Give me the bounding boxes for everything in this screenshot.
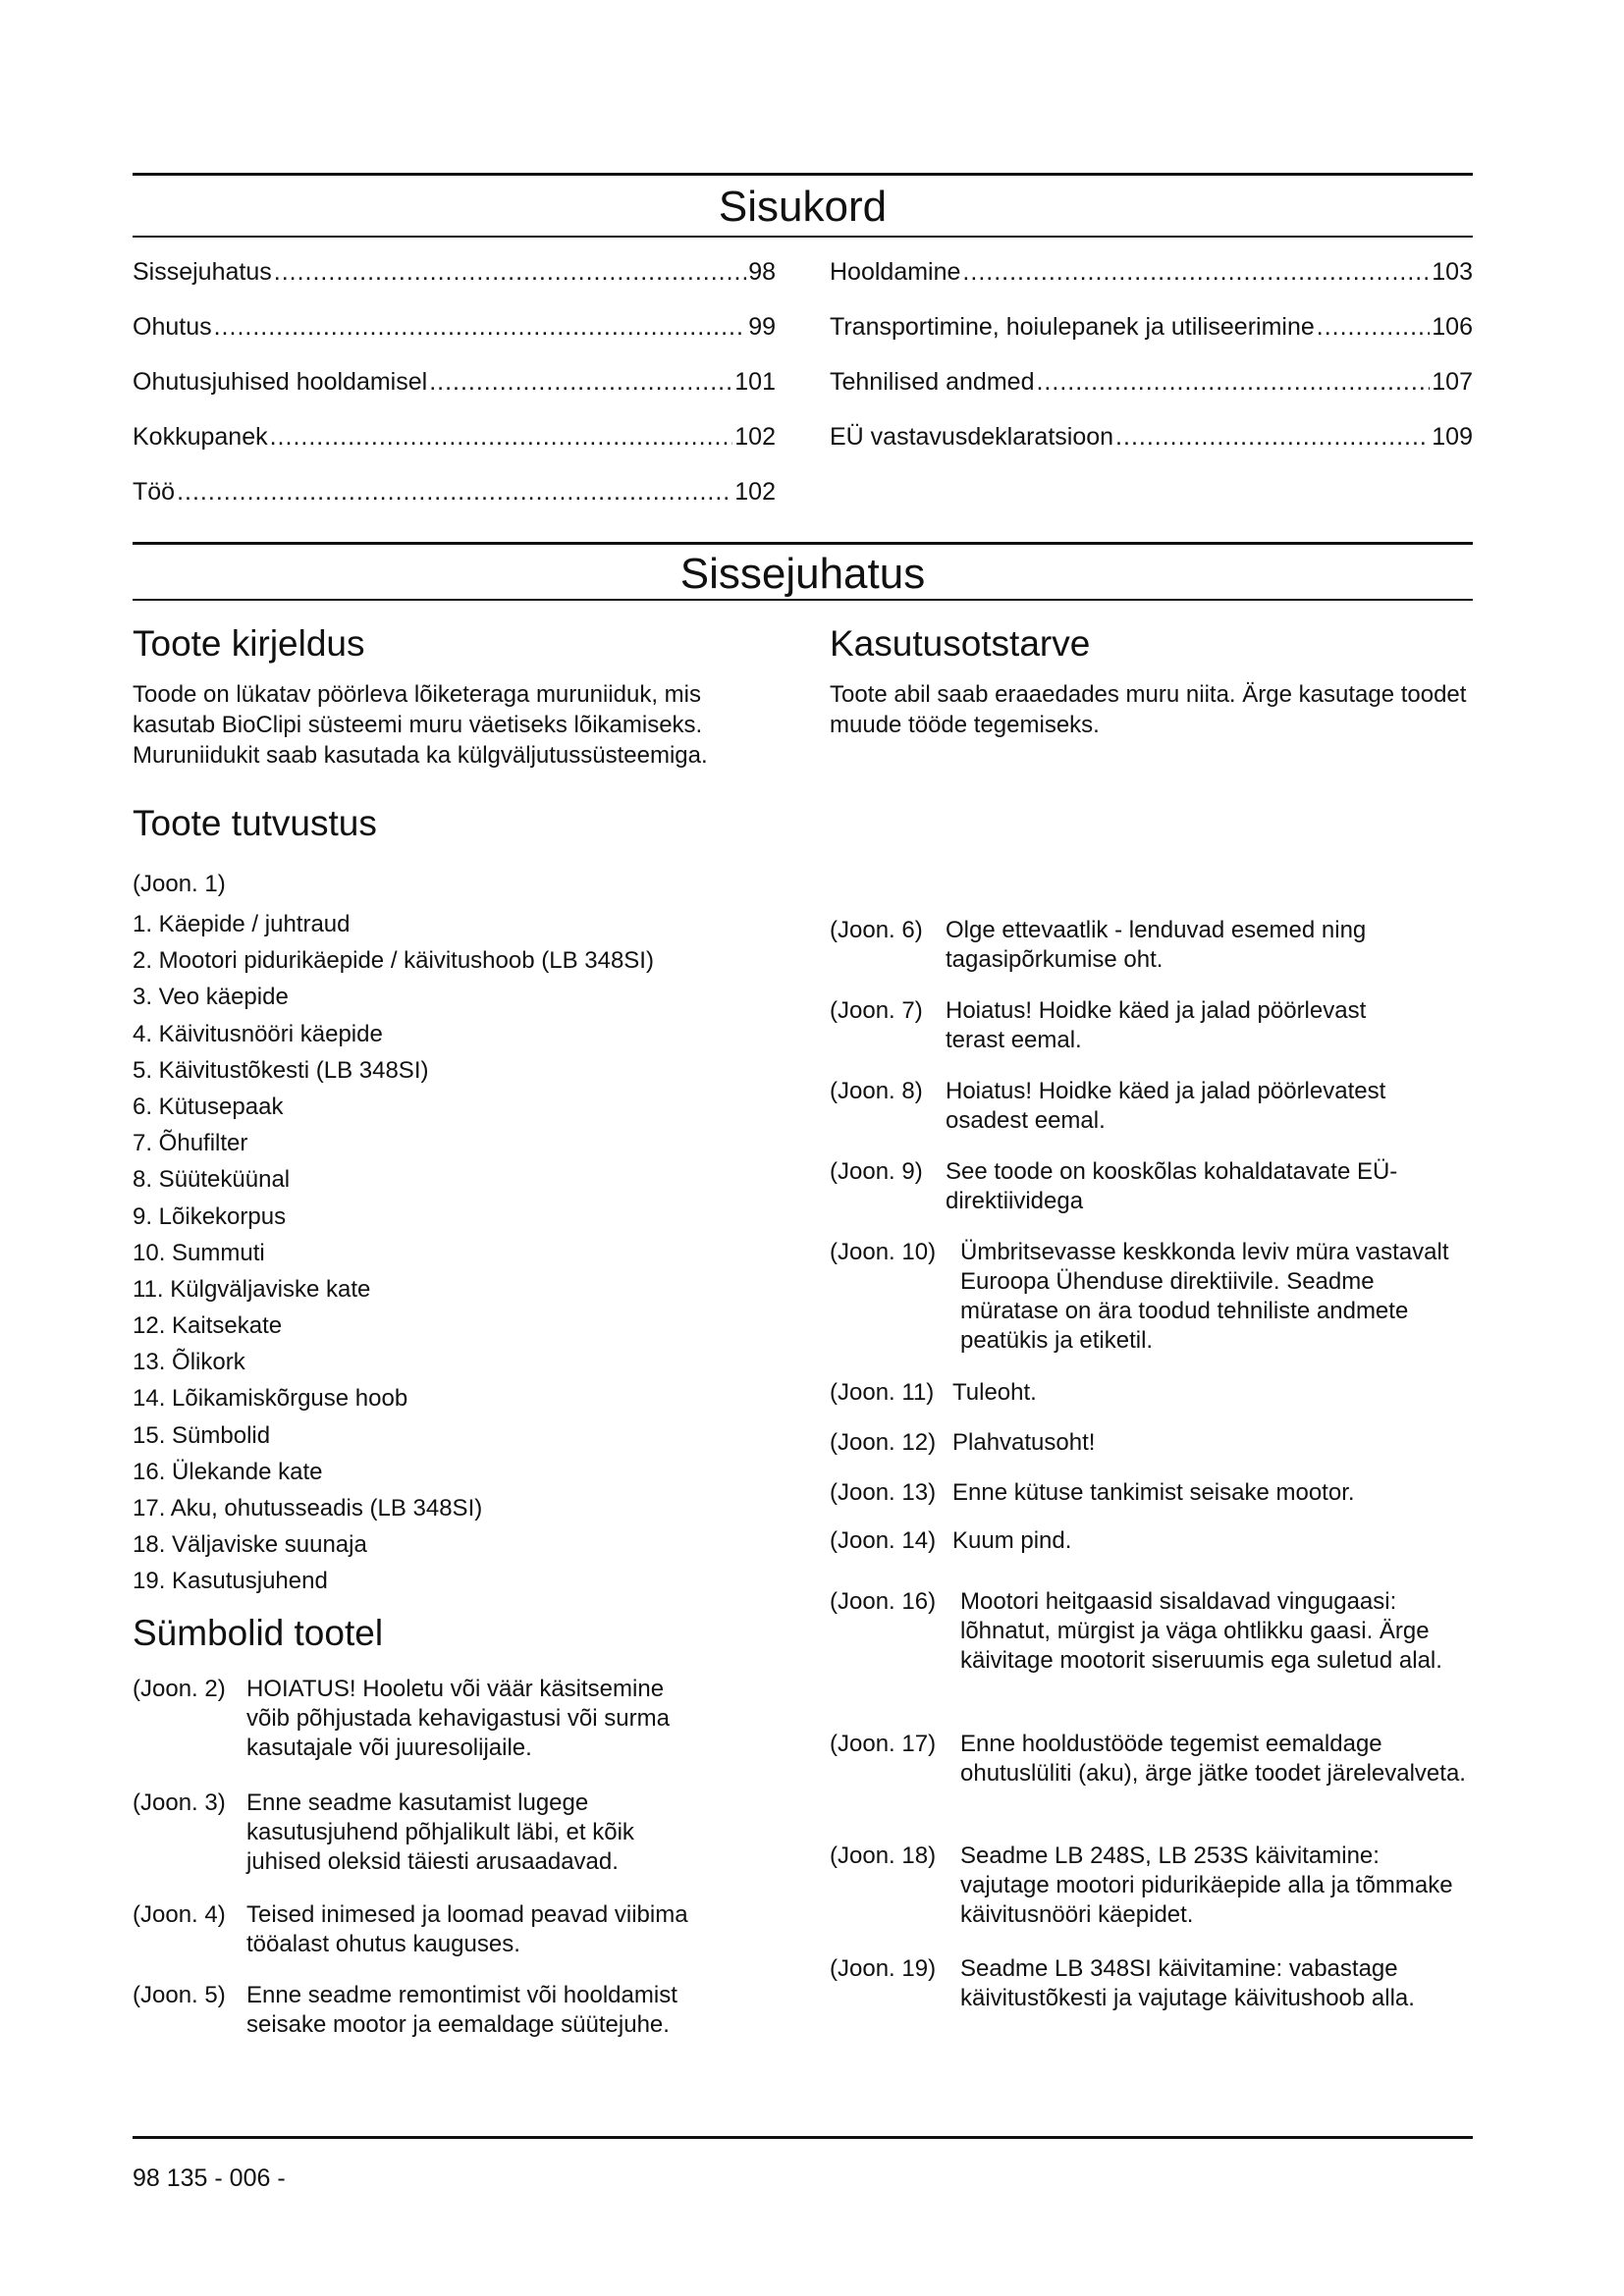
- list-item: 6. Kütusepaak: [133, 1093, 284, 1120]
- toc-left-column: [133, 257, 776, 532]
- toc-entry-page: 109: [1432, 423, 1473, 451]
- toc-entry-page: 106: [1432, 313, 1473, 341]
- parts-list: [133, 910, 776, 1604]
- symbol-entry: [830, 1428, 1468, 1458]
- symbol-text: Hoiatus! Hoidke käed ja jalad pöörlevatest osadest eemal.: [946, 1078, 1386, 1134]
- top-rule: [133, 173, 1473, 176]
- toc-entry-page: 99: [748, 313, 776, 341]
- toc-entry[interactable]: [133, 477, 776, 532]
- symbol-figure-ref: (Joon. 18): [830, 1842, 937, 1869]
- product-overview-heading: Toote tutvustus: [133, 803, 377, 843]
- symbol-text: Mootori heitgaasid sisaldavad vingugaasi: lõhnatut, mürgist ja väga ohtlikku gaasi. Ärge käivitage mootorit siseruumis ega suletud alal.: [960, 1588, 1442, 1674]
- toc-entry[interactable]: [830, 422, 1473, 477]
- symbol-entry: [830, 1730, 1468, 1789]
- product-description-text: Toode on lükatav pöörleva lõiketeraga muruniiduk, mis kasutab BioClipi süsteemi muru väetiseks lõikamiseks. Muruniidukit saab kasutada ka külgväljutussüsteemiga.: [133, 681, 708, 769]
- symbol-entry: [830, 916, 1468, 975]
- footer-rule: [133, 2136, 1473, 2139]
- symbol-text: Plahvatusoht!: [952, 1429, 1096, 1456]
- symbol-figure-ref: (Joon. 7): [830, 997, 923, 1024]
- toc-entry-label: EÜ vastavusdeklaratsioon: [830, 423, 1114, 451]
- toc-entry-label: Ohutus: [133, 313, 212, 341]
- list-item: 7. Õhufilter: [133, 1130, 248, 1157]
- toc-leader: [177, 477, 732, 507]
- symbol-entry: [830, 1842, 1468, 1930]
- list-item: 12. Kaitsekate: [133, 1312, 283, 1340]
- toc-entry[interactable]: [830, 257, 1473, 312]
- toc-title: Sisukord: [718, 183, 888, 231]
- symbol-entry: [830, 1077, 1468, 1136]
- toc-entry-label: Hooldamine: [830, 258, 961, 286]
- toc-leader: [1317, 312, 1431, 342]
- toc-entry-page: 98: [748, 258, 776, 286]
- symbol-text: Kuum pind.: [952, 1527, 1072, 1554]
- symbol-figure-ref: (Joon. 8): [830, 1078, 923, 1104]
- toc-entry-label: Kokkupanek: [133, 423, 268, 451]
- symbol-text: Teised inimesed ja loomad peavad viibima tööalast ohutus kauguses.: [246, 1901, 688, 1957]
- symbol-figure-ref: (Joon. 14): [830, 1527, 937, 1554]
- toc-entry-label: Töö: [133, 478, 176, 506]
- symbol-text: Olge ettevaatlik - lenduvad esemed ning tagasipõrkumise oht.: [946, 917, 1367, 973]
- toc-entry-label: Sissejuhatus: [133, 258, 272, 286]
- toc-entry[interactable]: [830, 367, 1473, 422]
- symbol-figure-ref: (Joon. 10): [830, 1239, 937, 1265]
- toc-entry-label: Ohutusjuhised hooldamisel: [133, 368, 428, 396]
- symbol-entry: [830, 1238, 1468, 1356]
- symbol-entry: [133, 1675, 761, 1763]
- list-item: 16. Ülekande kate: [133, 1458, 323, 1485]
- list-item: 9. Lõikekorpus: [133, 1202, 287, 1230]
- toc-entry-page: 107: [1432, 368, 1473, 396]
- list-item: 18. Väljaviske suunaja: [133, 1531, 367, 1559]
- toc-entry-label: Tehnilised andmed: [830, 368, 1035, 396]
- symbol-text: Hoiatus! Hoidke käed ja jalad pöörlevast terast eemal.: [946, 997, 1367, 1053]
- list-item: 10. Summuti: [133, 1239, 265, 1266]
- symbol-entry: [133, 1900, 761, 1959]
- symbol-text: Enne hooldustööde tegemist eemaldage ohutuslüliti (aku), ärge jätke toodet järelevalveta.: [960, 1731, 1466, 1787]
- symbol-figure-ref: (Joon. 11): [830, 1379, 935, 1406]
- list-item: 5. Käivitustõkesti (LB 348SI): [133, 1056, 429, 1084]
- toc-leader: [214, 312, 747, 342]
- product-description-heading: Toote kirjeldus: [133, 623, 365, 664]
- toc-entry-page: 103: [1432, 258, 1473, 286]
- toc-leader: [274, 257, 746, 287]
- list-item: 1. Käepide / juhtraud: [133, 911, 351, 937]
- toc-entry-page: 102: [734, 478, 776, 506]
- symbol-text: Ümbritsevasse keskkonda leviv müra vastavalt Euroopa Ühenduse direktiivile. Seadme müratase on ära toodud tehniliste andmete peatükis ja etiketil.: [960, 1239, 1449, 1354]
- symbol-text: See toode on kooskõlas kohaldatavate EÜ-direktiividega: [946, 1158, 1398, 1214]
- symbol-figure-ref: (Joon. 4): [133, 1901, 226, 1928]
- list-item: 8. Süüteküünal: [133, 1166, 291, 1194]
- symbol-entry: [830, 1587, 1468, 1676]
- list-item: 13. Õlikork: [133, 1349, 245, 1376]
- symbol-text: Tuleoht.: [952, 1379, 1037, 1406]
- symbol-text: Seadme LB 348SI käivitamine: vabastage käivitustõkesti ja vajutage käivitushoob alla.: [960, 1955, 1415, 2011]
- list-item: 19. Kasutusjuhend: [133, 1568, 328, 1595]
- footer-page-number: 98 135 - 006 -: [133, 2164, 286, 2192]
- toc-leader: [962, 257, 1430, 287]
- symbol-entry: [830, 996, 1468, 1055]
- symbol-entry: [830, 1378, 1468, 1408]
- toc-entry[interactable]: [133, 422, 776, 477]
- toc-leader: [270, 422, 733, 452]
- symbol-figure-ref: (Joon. 3): [133, 1789, 226, 1816]
- symbol-text: Seadme LB 248S, LB 253S käivitamine: vajutage mootori pidurikäepide alla ja tõmmake käivitusnööri käepidet.: [960, 1842, 1453, 1928]
- symbol-entry: [133, 1981, 761, 2040]
- list-item: 3. Veo käepide: [133, 984, 289, 1011]
- toc-leader: [1036, 367, 1430, 397]
- list-item: 2. Mootori pidurikäepide / käivitushoob (LB 348SI): [133, 947, 654, 975]
- list-item: 11. Külgväljaviske kate: [133, 1275, 371, 1303]
- symbols-heading: Sümbolid tootel: [133, 1613, 384, 1653]
- section-rule: [133, 542, 1473, 545]
- symbol-entry: [133, 1789, 761, 1877]
- list-item: 17. Aku, ohutusseadis (LB 348SI): [133, 1495, 483, 1522]
- section-title-rule: [133, 599, 1473, 601]
- symbol-figure-ref: (Joon. 12): [830, 1429, 937, 1456]
- symbol-figure-ref: (Joon. 17): [830, 1731, 937, 1757]
- toc-entry[interactable]: [133, 367, 776, 422]
- toc-right-column: [830, 257, 1473, 477]
- list-item: 14. Lõikamiskõrguse hoob: [133, 1385, 408, 1413]
- list-item: 15. Sümbolid: [133, 1421, 271, 1449]
- toc-entry-page: 102: [734, 423, 776, 451]
- symbol-text: HOIATUS! Hooletu või väär käsitsemine võib põhjustada kehavigastusi või surma kasutajale või juuresolijaile.: [246, 1676, 670, 1761]
- overview-figure-ref: (Joon. 1): [133, 871, 226, 897]
- toc-entry[interactable]: [133, 312, 776, 367]
- toc-entry-page: 101: [734, 368, 776, 396]
- symbol-figure-ref: (Joon. 9): [830, 1158, 923, 1185]
- symbol-figure-ref: (Joon. 6): [830, 917, 923, 943]
- symbol-text: Enne kütuse tankimist seisake mootor.: [952, 1479, 1355, 1506]
- symbol-entry: [830, 1954, 1468, 2013]
- symbol-figure-ref: (Joon. 5): [133, 1982, 226, 2008]
- symbol-entry: [830, 1526, 1468, 1556]
- symbol-figure-ref: (Joon. 13): [830, 1479, 937, 1506]
- symbol-figure-ref: (Joon. 2): [133, 1676, 226, 1702]
- toc-leader: [1115, 422, 1430, 452]
- symbol-text: Enne seadme kasutamist lugege kasutusjuhend põhjalikult läbi, et kõik juhised oleksid täiesti arusaadavad.: [246, 1789, 634, 1875]
- symbol-entry: [830, 1157, 1468, 1216]
- symbol-figure-ref: (Joon. 16): [830, 1588, 937, 1615]
- toc-leader: [429, 367, 732, 397]
- symbol-entry: [830, 1478, 1468, 1508]
- toc-entry[interactable]: [830, 312, 1473, 367]
- toc-title-rule: [133, 236, 1473, 238]
- toc-entry-label: Transportimine, hoiulepanek ja utiliseerimine: [830, 313, 1315, 341]
- toc-entry[interactable]: [133, 257, 776, 312]
- symbol-figure-ref: (Joon. 19): [830, 1955, 937, 1982]
- symbol-text: Enne seadme remontimist või hooldamist seisake mootor ja eemaldage süütejuhe.: [246, 1982, 677, 2038]
- list-item: 4. Käivitusnööri käepide: [133, 1020, 383, 1047]
- intended-use-heading: Kasutusotstarve: [830, 623, 1091, 664]
- section-title: Sissejuhatus: [679, 550, 926, 598]
- intended-use-text: Toote abil saab eraaedades muru niita. Ärge kasutage toodet muude tööde tegemiseks.: [830, 681, 1467, 738]
